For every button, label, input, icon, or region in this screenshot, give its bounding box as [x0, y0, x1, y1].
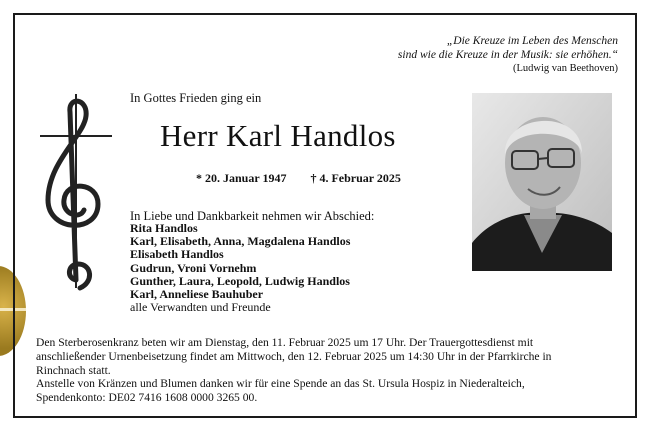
mourners-list — [130, 222, 350, 314]
deceased-name: Herr Karl Handlos — [160, 118, 396, 153]
service-line: anschließender Urnenbeisetzung findet am Mittwoch, den 12. Februar 2025 um 14:30 Uhr in der Pfarrkirche in — [36, 349, 552, 363]
mourner-line: Rita Handlos — [130, 221, 198, 235]
portrait-photo — [472, 93, 612, 271]
quote-line-2: sind wie die Kreuze in der Musik: sie erhöhen.“ — [397, 49, 618, 61]
birth-date: * 20. Januar 1947 — [196, 171, 287, 185]
quote-author: (Ludwig van Beethoven) — [513, 63, 618, 74]
mourner-line: Elisabeth Handlos — [130, 247, 224, 262]
mourner-line-others: alle Verwandten und Freunde — [130, 300, 271, 315]
mourner-line: Karl, Elisabeth, Anna, Magdalena Handlos — [130, 234, 351, 249]
life-dates — [196, 171, 425, 186]
death-date: † 4. Februar 2025 — [310, 171, 401, 185]
cross-treble-clef-icon — [36, 92, 116, 292]
quote-line-1: „Die Kreuze im Leben des Menschen — [446, 35, 618, 47]
donation-line: Anstelle von Kränzen und Blumen danken wir für eine Spende an das St. Ursula Hospiz in Niederalteich, — [36, 377, 525, 391]
farewell-text: In Liebe und Dankbarkeit nehmen wir Abschied: — [130, 209, 375, 223]
mourner-line: Gudrun, Vroni Vornehm — [130, 260, 257, 275]
service-line: Rinchnach statt. — [36, 363, 111, 377]
service-info — [36, 336, 626, 405]
donation-account: Spendenkonto: DE02 7416 1608 0000 3265 00. — [36, 391, 258, 405]
intro-text: In Gottes Frieden ging ein — [130, 91, 262, 105]
mourner-line: Gunther, Laura, Leopold, Ludwig Handlos — [130, 273, 350, 288]
service-line: Den Sterberosenkranz beten wir am Dienstag, den 11. Februar 2025 um 17 Uhr. Der Trauergottesdienst mit — [36, 336, 534, 349]
mourner-line: Karl, Anneliese Bauhuber — [130, 287, 264, 302]
quote-block — [398, 34, 618, 76]
